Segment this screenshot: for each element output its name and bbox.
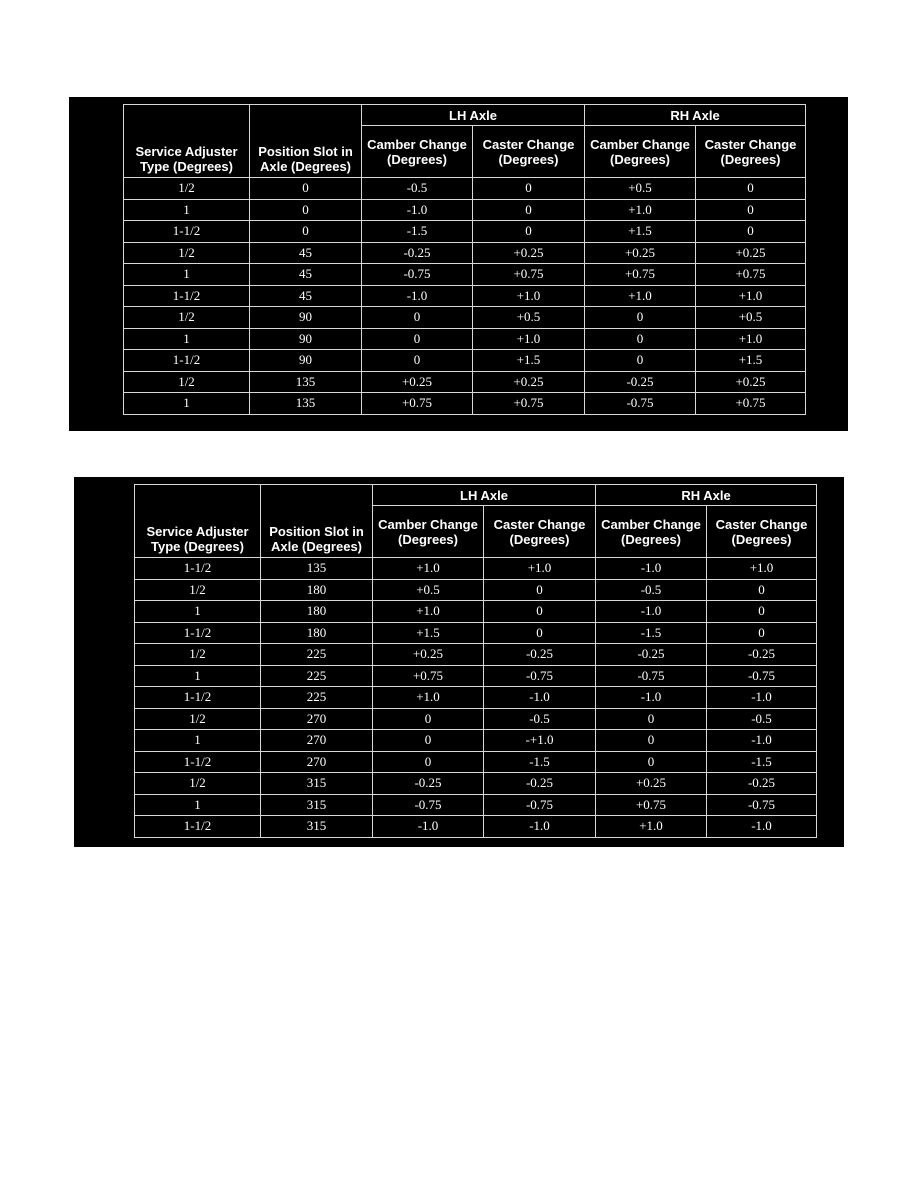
cell-adjuster-type: 1-1/2 [135,751,261,773]
cell-position-slot: 90 [250,328,362,350]
cell-adjuster-type: 1-1/2 [135,687,261,709]
header-lh-caster: Caster Change (Degrees) [484,506,596,558]
cell-position-slot: 0 [250,178,362,200]
cell-rh-camber: +0.5 [585,178,696,200]
cell-rh-caster: -1.5 [707,751,817,773]
cell-rh-camber: -0.25 [596,644,707,666]
table-row [135,773,817,795]
table-row [135,644,817,666]
cell-lh-camber: -1.0 [362,285,473,307]
cell-rh-caster: +0.25 [696,242,806,264]
cell-rh-caster: 0 [696,178,806,200]
alignment-table-panel-2 [74,477,844,847]
cell-rh-camber: 0 [596,708,707,730]
table-1-body [124,178,806,415]
cell-lh-camber: +0.75 [362,393,473,415]
cell-rh-caster: 0 [707,622,817,644]
cell-lh-caster: -1.0 [484,816,596,838]
header-rh-caster: Caster Change (Degrees) [696,126,806,178]
table-row [135,708,817,730]
header-lh-axle: LH Axle [362,105,585,126]
cell-lh-caster: +0.5 [473,307,585,329]
cell-lh-caster: +0.75 [473,264,585,286]
cell-rh-caster: +0.75 [696,393,806,415]
cell-position-slot: 315 [261,816,373,838]
cell-lh-caster: +0.25 [473,371,585,393]
cell-position-slot: 0 [250,199,362,221]
header-rh-caster: Caster Change (Degrees) [707,506,817,558]
cell-rh-camber: 0 [585,350,696,372]
cell-lh-caster: -+1.0 [484,730,596,752]
cell-position-slot: 135 [261,558,373,580]
cell-position-slot: 45 [250,264,362,286]
cell-rh-caster: +0.75 [696,264,806,286]
table-row [124,393,806,415]
cell-adjuster-type: 1/2 [135,708,261,730]
cell-rh-camber: +0.25 [596,773,707,795]
cell-lh-caster: -1.5 [484,751,596,773]
cell-rh-camber: +1.0 [585,285,696,307]
cell-lh-camber: +1.0 [373,558,484,580]
table-row [135,794,817,816]
table-row [135,687,817,709]
cell-rh-caster: -0.25 [707,773,817,795]
cell-adjuster-type: 1 [124,264,250,286]
cell-lh-camber: +0.75 [373,665,484,687]
cell-rh-camber: +1.0 [585,199,696,221]
cell-lh-camber: -0.75 [373,794,484,816]
cell-lh-caster: -0.5 [484,708,596,730]
cell-position-slot: 225 [261,644,373,666]
table-row [124,178,806,200]
cell-lh-caster: -0.25 [484,773,596,795]
cell-rh-caster: -1.0 [707,816,817,838]
cell-rh-camber: -0.75 [596,665,707,687]
table-row [124,307,806,329]
table-row [135,816,817,838]
cell-rh-caster: 0 [707,601,817,623]
cell-position-slot: 45 [250,242,362,264]
cell-rh-caster: +0.25 [696,371,806,393]
table-row [135,622,817,644]
cell-adjuster-type: 1 [124,328,250,350]
table-row [135,579,817,601]
header-rh-axle: RH Axle [596,485,817,506]
cell-lh-caster: -0.75 [484,794,596,816]
cell-lh-caster: 0 [473,199,585,221]
cell-lh-caster: +0.25 [473,242,585,264]
table-2-body [135,558,817,838]
cell-lh-camber: +0.25 [362,371,473,393]
header-position-slot: Position Slot in Axle (Degrees) [261,485,373,558]
cell-rh-camber: +0.25 [585,242,696,264]
cell-rh-caster: +0.5 [696,307,806,329]
header-service-adjuster: Service Adjuster Type (Degrees) [135,485,261,558]
cell-rh-camber: -0.25 [585,371,696,393]
header-lh-axle: LH Axle [373,485,596,506]
table-row [135,558,817,580]
table-row [135,730,817,752]
cell-lh-caster: 0 [484,622,596,644]
table-row [124,371,806,393]
cell-adjuster-type: 1 [135,665,261,687]
cell-lh-camber: -1.0 [362,199,473,221]
cell-position-slot: 45 [250,285,362,307]
cell-lh-caster: +1.0 [473,328,585,350]
cell-adjuster-type: 1 [135,730,261,752]
cell-adjuster-type: 1 [135,794,261,816]
cell-rh-camber: -1.0 [596,601,707,623]
alignment-table-1 [123,104,806,415]
cell-rh-camber: 0 [585,328,696,350]
cell-adjuster-type: 1/2 [124,307,250,329]
cell-adjuster-type: 1/2 [124,371,250,393]
cell-lh-camber: +0.5 [373,579,484,601]
alignment-table-panel-1 [69,97,848,431]
cell-rh-camber: 0 [596,730,707,752]
cell-adjuster-type: 1-1/2 [135,816,261,838]
cell-position-slot: 135 [250,371,362,393]
cell-lh-camber: 0 [362,350,473,372]
header-lh-camber: Camber Change (Degrees) [373,506,484,558]
cell-lh-camber: 0 [373,708,484,730]
cell-rh-caster: +1.5 [696,350,806,372]
cell-lh-camber: 0 [362,328,473,350]
cell-position-slot: 225 [261,665,373,687]
header-lh-camber: Camber Change (Degrees) [362,126,473,178]
cell-rh-caster: 0 [707,579,817,601]
header-position-slot: Position Slot in Axle (Degrees) [250,105,362,178]
table-row [135,601,817,623]
cell-position-slot: 315 [261,794,373,816]
cell-lh-camber: +1.5 [373,622,484,644]
cell-lh-caster: +1.0 [473,285,585,307]
table-row [124,242,806,264]
header-lh-caster: Caster Change (Degrees) [473,126,585,178]
cell-adjuster-type: 1 [135,601,261,623]
cell-lh-caster: 0 [473,221,585,243]
cell-lh-camber: -0.5 [362,178,473,200]
cell-adjuster-type: 1 [124,393,250,415]
header-rh-axle: RH Axle [585,105,806,126]
cell-lh-camber: 0 [373,730,484,752]
cell-lh-camber: -1.0 [373,816,484,838]
table-row [124,199,806,221]
cell-adjuster-type: 1-1/2 [135,558,261,580]
header-rh-camber: Camber Change (Degrees) [596,506,707,558]
cell-position-slot: 315 [261,773,373,795]
cell-adjuster-type: 1/2 [124,178,250,200]
table-row [124,264,806,286]
cell-position-slot: 270 [261,751,373,773]
cell-lh-caster: 0 [484,601,596,623]
cell-rh-camber: +1.5 [585,221,696,243]
cell-position-slot: 90 [250,350,362,372]
cell-rh-caster: -0.75 [707,794,817,816]
cell-lh-caster: -0.75 [484,665,596,687]
table-row [124,221,806,243]
alignment-table-2 [134,484,817,838]
cell-rh-camber: 0 [585,307,696,329]
cell-rh-caster: -1.0 [707,730,817,752]
cell-lh-caster: 0 [484,579,596,601]
table-row [135,751,817,773]
cell-position-slot: 270 [261,730,373,752]
cell-position-slot: 135 [250,393,362,415]
cell-position-slot: 225 [261,687,373,709]
cell-adjuster-type: 1/2 [124,242,250,264]
cell-lh-caster: +0.75 [473,393,585,415]
cell-adjuster-type: 1-1/2 [124,221,250,243]
cell-lh-camber: -0.25 [362,242,473,264]
cell-lh-caster: -1.0 [484,687,596,709]
cell-lh-caster: 0 [473,178,585,200]
cell-rh-camber: +1.0 [596,816,707,838]
cell-rh-caster: -1.0 [707,687,817,709]
cell-adjuster-type: 1/2 [135,773,261,795]
cell-rh-caster: +1.0 [707,558,817,580]
cell-rh-camber: -1.0 [596,558,707,580]
cell-lh-caster: +1.0 [484,558,596,580]
cell-rh-caster: 0 [696,199,806,221]
cell-rh-camber: -1.5 [596,622,707,644]
cell-rh-caster: -0.5 [707,708,817,730]
cell-adjuster-type: 1 [124,199,250,221]
cell-adjuster-type: 1/2 [135,644,261,666]
table-row [135,665,817,687]
cell-position-slot: 0 [250,221,362,243]
cell-rh-caster: -0.25 [707,644,817,666]
cell-rh-caster: 0 [696,221,806,243]
cell-lh-camber: -0.25 [373,773,484,795]
cell-adjuster-type: 1/2 [135,579,261,601]
cell-lh-camber: +1.0 [373,687,484,709]
cell-rh-caster: +1.0 [696,328,806,350]
cell-position-slot: 180 [261,601,373,623]
cell-position-slot: 180 [261,622,373,644]
cell-lh-camber: -1.5 [362,221,473,243]
cell-rh-camber: -1.0 [596,687,707,709]
cell-position-slot: 90 [250,307,362,329]
header-service-adjuster: Service Adjuster Type (Degrees) [124,105,250,178]
table-row [124,285,806,307]
cell-lh-camber: +1.0 [373,601,484,623]
cell-lh-camber: -0.75 [362,264,473,286]
cell-rh-camber: -0.5 [596,579,707,601]
cell-adjuster-type: 1-1/2 [124,285,250,307]
cell-adjuster-type: 1-1/2 [135,622,261,644]
cell-rh-caster: -0.75 [707,665,817,687]
cell-adjuster-type: 1-1/2 [124,350,250,372]
cell-rh-camber: +0.75 [596,794,707,816]
cell-rh-camber: -0.75 [585,393,696,415]
cell-lh-camber: 0 [373,751,484,773]
cell-lh-caster: +1.5 [473,350,585,372]
cell-lh-caster: -0.25 [484,644,596,666]
cell-rh-caster: +1.0 [696,285,806,307]
header-rh-camber: Camber Change (Degrees) [585,126,696,178]
cell-position-slot: 180 [261,579,373,601]
cell-lh-camber: +0.25 [373,644,484,666]
table-row [124,350,806,372]
cell-position-slot: 270 [261,708,373,730]
cell-rh-camber: +0.75 [585,264,696,286]
cell-rh-camber: 0 [596,751,707,773]
table-row [124,328,806,350]
cell-lh-camber: 0 [362,307,473,329]
